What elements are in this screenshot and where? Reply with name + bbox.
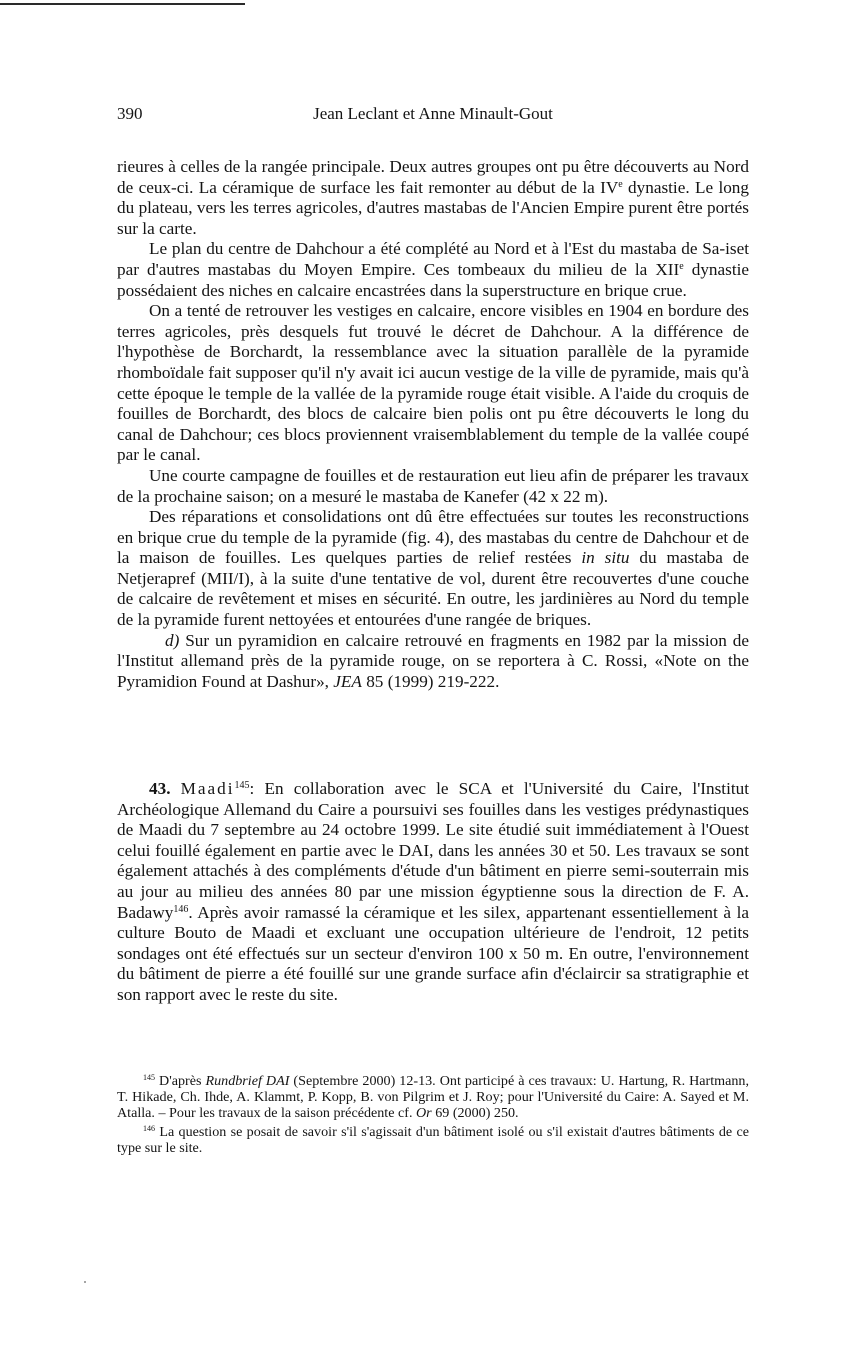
italic-phrase: in situ xyxy=(581,548,630,568)
footnote-146: $^{146}$ La question se posait de savoir s'il s'agissait d'un bâtiment isolé ou s'il existait d'autres bâtiments de ce type sur le site. xyxy=(117,1123,749,1156)
site-name: Maadi xyxy=(180,779,235,798)
section-43 xyxy=(117,779,749,1006)
section-43-paragraph: 43. Maadi$^{145}$: En collaboration avec le SCA et l'Université du Caire, l'Institut Archéologique Allemand du Caire a poursuivi ses fouilles dans les vestiges prédynastiques de Maadi du 7 septembre au 24 octobre 1999. Le site étudié suit immédiatement à l'Ouest celui fouillé également en partie avec le DAI, dans les années 30 et 50. Les travaux se sont également attachés à des compléments d'étude d'un bâtiment en pierre semi-souterrain mis au jour au milieu des années 80 par une mission égyptienne sous la direction de F. A. Badawy$^{146}$. Après avoir ramassé la céramique et les silex, appartenant essentiellement à la culture Bouto de Maadi et excluant une occupation ultérieure de l'endroit, 12 petits sondages ont été effectués sur un secteur d'environ 100 x 50 m. En outre, l'environnement du bâtiment de pierre a été fouillé sur une grande surface afin d'éclaircir sa stratigraphie et son rapport avec le reste du site. xyxy=(117,779,749,1004)
page-header xyxy=(117,104,749,128)
paragraph-6: d) Sur un pyramidion en calcaire retrouvé en fragments en 1982 par la mission de l'Institut allemand près de la pyramide rouge, on se reportera à C. Rossi, «Note on the Pyramidion Found at Dashur», JEA 85 (1999) 219-222. xyxy=(117,630,749,691)
section-number: 43. xyxy=(149,779,171,798)
journal-abbrev: JEA xyxy=(333,671,362,691)
paragraph-3: On a tenté de retrouver les vestiges en calcaire, encore visibles en 1904 en bordure des terres agricoles, près desquels fut trouvé le décret de Dahchour. A la différence de l'hypothèse de Borchardt, la ressemblance avec la situation parallèle de la pyramide rhomboïdale fait supposer qu'il n'y avait ici aucun vestige de la ville de pyramide, mais qu'à cette époque le temple de la vallée de la pyramide rouge était visible. A l'aide du croquis de fouilles de Borchardt, des blocs de calcaire bien polis ont pu être découverts le long du canal de Dahchour; ces blocs proviennent vraisemblablement du temple de la vallée coupé par le canal. xyxy=(117,301,749,465)
top-rule xyxy=(0,3,245,5)
main-text xyxy=(117,157,749,692)
superscript: e xyxy=(618,178,623,190)
paragraph-5: Des réparations et consolidations ont dû être effectuées sur toutes les reconstructions en brique crue du temple de la pyramide (fig. 4), des mastabas du centre de Dahchour et de la maison de fouilles. Les quelques parties de relief restées in situ du mastaba de Netjerapref (MII/I), à la suite d'une tentative de vol, durent être recouvertes d'une couche de calcaire de revêtement et mises en sécurité. En outre, les jardinières au Nord du temple de la pyramide furent nettoyées et entourées d'une rangée de briques. xyxy=(117,507,750,630)
footnote-ref[interactable]: 145 xyxy=(234,780,250,791)
running-title: Jean Leclant et Anne Minault-Gout xyxy=(313,104,553,123)
paragraph-2: Le plan du centre de Dahchour a été complété au Nord et à l'Est du mastaba de Sa-iset par d'autres mastabas du Moyen Empire. Ces tombeaux du milieu de la XIIe dynastie possédaient des niches en calcaire encastrées dans la superstructure en brique crue. xyxy=(117,239,750,300)
item-label: d) xyxy=(165,630,180,650)
footnote-mark: 146 xyxy=(143,1123,155,1133)
paragraph-1: rieures à celles de la rangée principale. Deux autres groupes ont pu être découverts au Nord de ceux-ci. La céramique de surface les fait remonter au début de la IVe dynastie. Le long du plateau, vers les terres agricoles, d'autres mastabas de l'Ancien Empire purent être portés sur la carte. xyxy=(117,157,749,238)
paragraph-4: Une courte campagne de fouilles et de restauration eut lieu afin de préparer les travaux de la prochaine saison; on a mesuré le mastaba de Kanefer (42 x 22 m). xyxy=(117,465,749,506)
superscript: e xyxy=(679,260,684,272)
footnote-145: $^{145}$ D'après Rundbrief DAI (Septembre 2000) 12-13. Ont participé à ces travaux: U. Hartung, R. Hartmann, T. Hikade, Ch. Ihde, A. Klammt, P. Kopp, B. von Pilgrim et J. Roy; pour l'Université du Caire: A. Sayed et M. Atalla. – Pour les travaux de la saison précédente cf. Or 69 (2000) 250. xyxy=(117,1073,749,1122)
footnotes xyxy=(117,1073,749,1156)
journal-abbrev: Or xyxy=(416,1105,432,1122)
italic-title: Rundbrief DAI xyxy=(205,1073,290,1089)
scan-speck xyxy=(84,1281,86,1283)
page-number: 390 xyxy=(117,104,143,123)
footnote-mark: 145 xyxy=(143,1073,155,1082)
footnote-ref[interactable]: 146 xyxy=(173,903,189,915)
